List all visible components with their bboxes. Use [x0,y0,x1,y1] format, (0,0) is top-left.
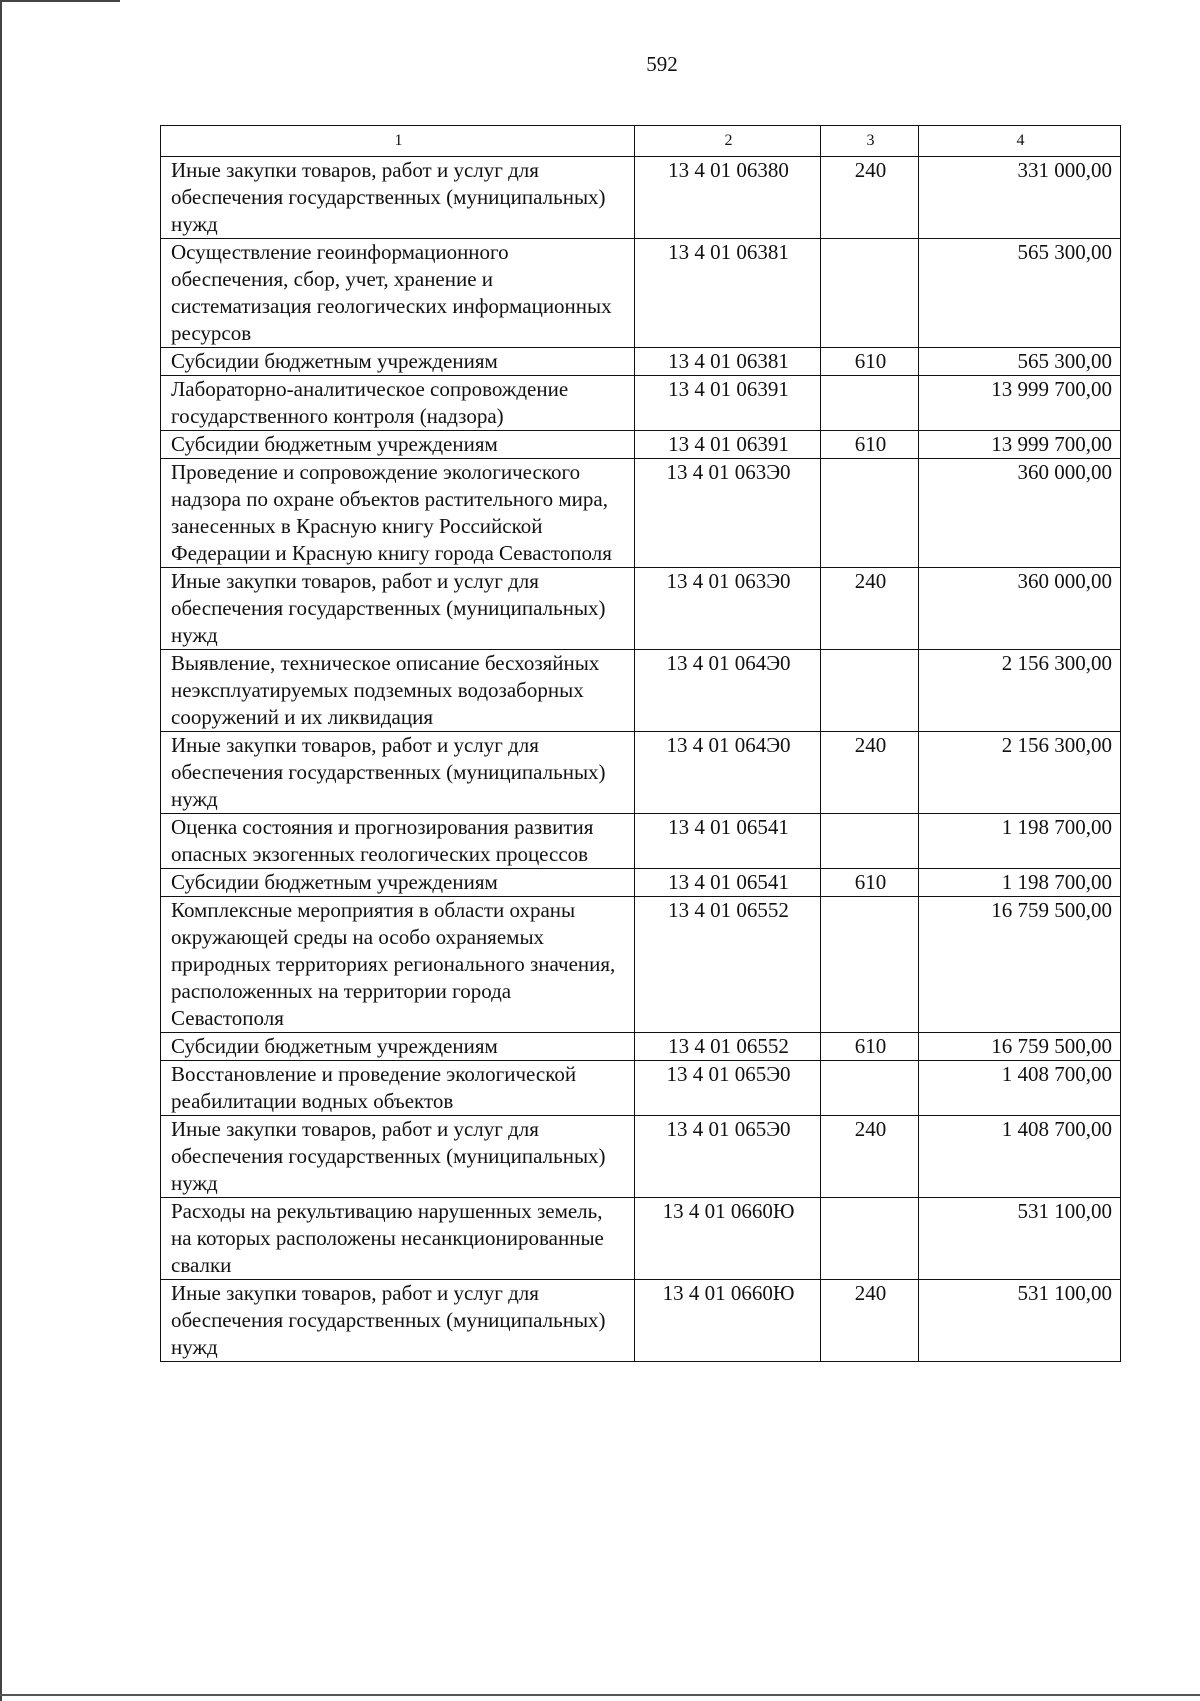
row-name-cell: Иные закупки товаров, работ и услуг для обеспечения государственных (муниципальных) нужд [161,1116,635,1198]
row-code-cell: 13 4 01 06541 [635,814,821,869]
row-amount-cell: 565 300,00 [919,348,1121,376]
row-amount-cell: 531 100,00 [919,1280,1121,1362]
row-amount-cell: 16 759 500,00 [919,897,1121,1033]
row-amount-cell: 16 759 500,00 [919,1033,1121,1061]
row-type-cell: 240 [821,1280,919,1362]
row-name-cell: Расходы на рекультивацию нарушенных земель, на которых расположены несанкционированные свалки [161,1198,635,1280]
header-cell-2: 2 [635,126,821,157]
row-type-cell [821,1061,919,1116]
row-amount-cell: 2 156 300,00 [919,732,1121,814]
row-type-cell: 240 [821,732,919,814]
row-type-cell [821,814,919,869]
table-row [161,814,1121,869]
row-code-cell: 13 4 01 063Э0 [635,459,821,568]
row-type-cell: 240 [821,1116,919,1198]
row-type-cell: 610 [821,1033,919,1061]
row-name-cell: Субсидии бюджетным учреждениям [161,869,635,897]
row-type-cell [821,459,919,568]
page-number: 592 [646,52,678,76]
row-name-cell: Иные закупки товаров, работ и услуг для обеспечения государственных (муниципальных) нужд [161,1280,635,1362]
row-amount-cell: 360 000,00 [919,568,1121,650]
row-code-cell: 13 4 01 064Э0 [635,732,821,814]
table-row [161,897,1121,1033]
row-name-cell: Оценка состояния и прогнозирования развития опасных экзогенных геологических процессов [161,814,635,869]
header-cell-3: 3 [821,126,919,157]
scan-edge-left [0,0,2,1701]
table-row [161,348,1121,376]
row-type-cell [821,897,919,1033]
row-name-cell: Субсидии бюджетным учреждениям [161,431,635,459]
table-row [161,431,1121,459]
row-code-cell: 13 4 01 06380 [635,157,821,239]
row-type-cell [821,650,919,732]
row-name-cell: Осуществление геоинформационного обеспечения, сбор, учет, хранение и систематизация геологических информационных ресурсов [161,239,635,348]
table-row [161,1280,1121,1362]
row-code-cell: 13 4 01 063Э0 [635,568,821,650]
budget-table [160,125,1121,1362]
row-type-cell: 240 [821,157,919,239]
row-amount-cell: 1 408 700,00 [919,1061,1121,1116]
row-amount-cell: 1 198 700,00 [919,869,1121,897]
row-code-cell: 13 4 01 06381 [635,348,821,376]
table-row [161,869,1121,897]
row-type-cell: 610 [821,869,919,897]
row-type-cell: 610 [821,348,919,376]
table-row [161,1116,1121,1198]
table-row [161,650,1121,732]
row-amount-cell: 531 100,00 [919,1198,1121,1280]
row-amount-cell: 331 000,00 [919,157,1121,239]
header-cell-4: 4 [919,126,1121,157]
table-row [161,157,1121,239]
table-row [161,1061,1121,1116]
table-row [161,376,1121,431]
row-name-cell: Иные закупки товаров, работ и услуг для обеспечения государственных (муниципальных) нужд [161,157,635,239]
row-name-cell: Восстановление и проведение экологической реабилитации водных объектов [161,1061,635,1116]
row-type-cell [821,239,919,348]
table-row [161,239,1121,348]
row-code-cell: 13 4 01 0660Ю [635,1280,821,1362]
row-name-cell: Выявление, техническое описание бесхозяйных неэксплуатируемых подземных водозаборных сооружений и их ликвидация [161,650,635,732]
row-amount-cell: 1 198 700,00 [919,814,1121,869]
table-body [161,126,1121,1362]
row-amount-cell: 13 999 700,00 [919,376,1121,431]
row-name-cell: Иные закупки товаров, работ и услуг для обеспечения государственных (муниципальных) нужд [161,568,635,650]
row-code-cell: 13 4 01 06381 [635,239,821,348]
row-name-cell: Субсидии бюджетным учреждениям [161,348,635,376]
row-type-cell: 240 [821,568,919,650]
row-amount-cell: 565 300,00 [919,239,1121,348]
row-name-cell: Субсидии бюджетным учреждениям [161,1033,635,1061]
row-name-cell: Иные закупки товаров, работ и услуг для обеспечения государственных (муниципальных) нужд [161,732,635,814]
row-type-cell: 610 [821,431,919,459]
row-amount-cell: 1 408 700,00 [919,1116,1121,1198]
table-row [161,732,1121,814]
row-amount-cell: 360 000,00 [919,459,1121,568]
row-code-cell: 13 4 01 064Э0 [635,650,821,732]
row-type-cell [821,376,919,431]
row-code-cell: 13 4 01 06391 [635,431,821,459]
table-row [161,459,1121,568]
row-amount-cell: 2 156 300,00 [919,650,1121,732]
row-name-cell: Комплексные мероприятия в области охраны окружающей среды на особо охраняемых природных территориях регионального значения, расположенных на территории города Севастополя [161,897,635,1033]
row-code-cell: 13 4 01 06552 [635,1033,821,1061]
table-row [161,1198,1121,1280]
row-name-cell: Проведение и сопровождение экологического надзора по охране объектов растительного мира, занесенных в Красную книгу Российской Федерации и Красную книгу города Севастополя [161,459,635,568]
row-code-cell: 13 4 01 0660Ю [635,1198,821,1280]
table-row [161,1033,1121,1061]
row-code-cell: 13 4 01 065Э0 [635,1116,821,1198]
scan-edge-top [0,0,120,2]
row-code-cell: 13 4 01 06552 [635,897,821,1033]
table-header-row [161,126,1121,157]
row-code-cell: 13 4 01 065Э0 [635,1061,821,1116]
row-type-cell [821,1198,919,1280]
row-name-cell: Лабораторно-аналитическое сопровождение государственного контроля (надзора) [161,376,635,431]
scan-edge-bottom [0,1694,1200,1696]
table-row [161,568,1121,650]
row-code-cell: 13 4 01 06391 [635,376,821,431]
row-amount-cell: 13 999 700,00 [919,431,1121,459]
row-code-cell: 13 4 01 06541 [635,869,821,897]
header-cell-1: 1 [161,126,635,157]
